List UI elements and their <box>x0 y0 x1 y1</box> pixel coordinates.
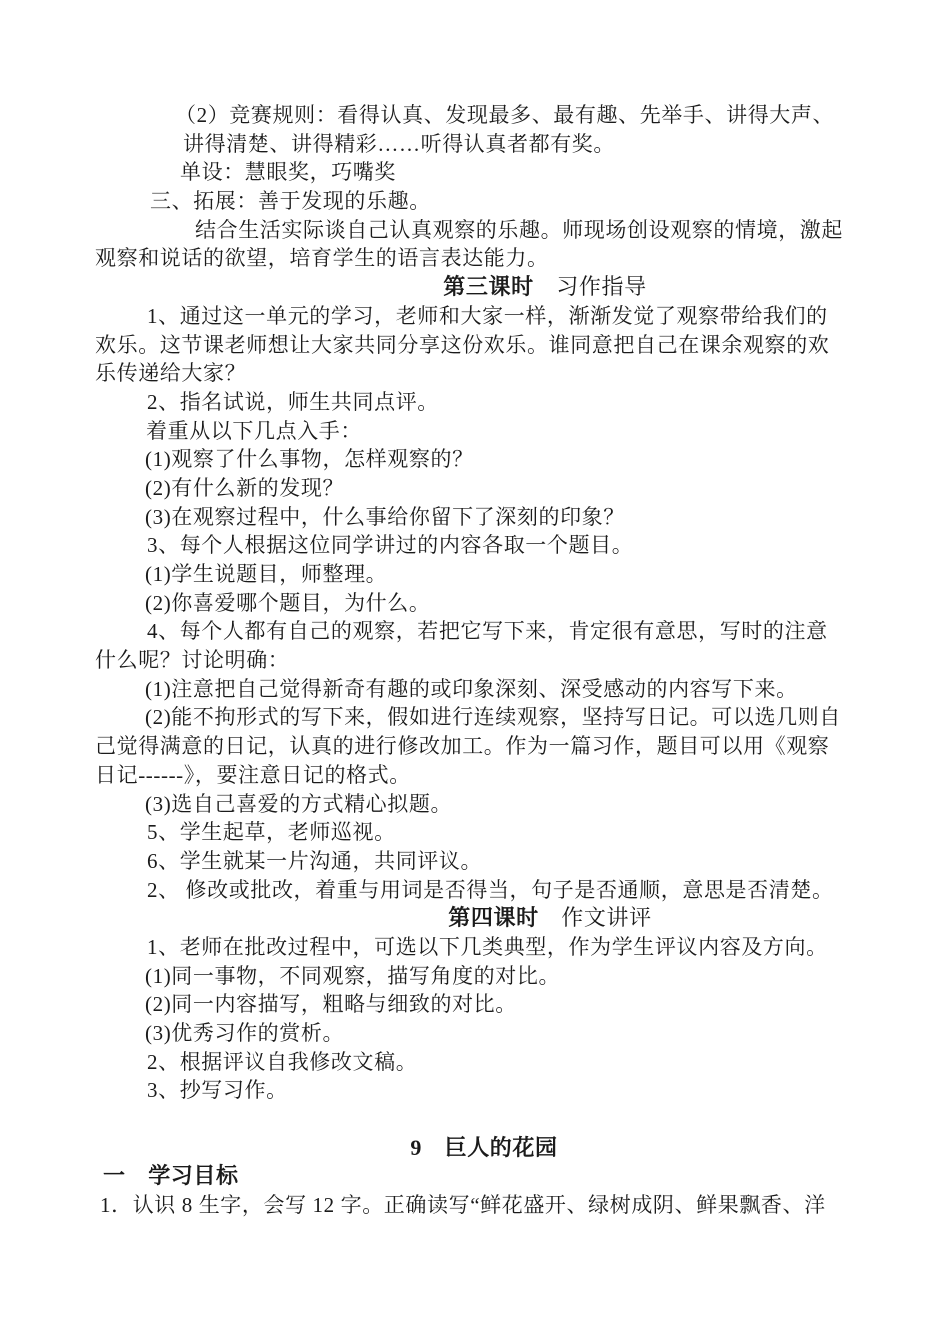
text-line <box>95 1048 855 1077</box>
text-segment: (1)学生说题目，师整理。 <box>145 562 388 586</box>
document-text-body <box>95 101 855 1220</box>
text-segment: 己觉得满意的日记，认真的进行修改加工。作为一篇习作，题目可以用《观察 <box>95 734 830 759</box>
text-line <box>95 474 855 503</box>
text-segment: 1、通过这一单元的学习，老师和大家一样，渐渐发觉了观察带给我们的 <box>147 303 828 328</box>
text-line <box>95 589 855 618</box>
text-line <box>95 130 855 159</box>
text-segment: (2)能不拘形式的写下来，假如进行连续观察，坚持写日记。可以选几则自 <box>145 705 841 730</box>
text-segment: 着重从以下几点入手： <box>146 418 362 443</box>
text-line <box>95 417 855 446</box>
text-segment: 1．认识 8 生字，会写 12 字。正确读写“鲜花盛开、绿树成阴、鲜果飘香、洋 <box>100 1193 826 1218</box>
text-segment: (2)同一内容描写，粗略与细致的对比。 <box>145 992 517 1017</box>
text-segment: (1)注意把自己觉得新奇有趣的或印象深刻、深受感动的内容写下来。 <box>145 676 798 701</box>
bold-text-segment: 9 巨人的花园 <box>410 1134 558 1160</box>
text-line <box>95 331 855 360</box>
text-line <box>95 1076 855 1105</box>
text-line <box>95 187 855 216</box>
text-segment: (3)选自己喜爱的方式精心拟题。 <box>145 791 453 816</box>
text-line <box>95 216 855 245</box>
text-line <box>95 302 855 331</box>
text-segment: 1、老师在批改过程中，可选以下几类典型，作为学生评议内容及方向。 <box>147 934 828 959</box>
text-segment: 5、学生起草，老师巡视。 <box>147 820 396 845</box>
text-line <box>95 560 855 589</box>
text-line <box>95 732 855 761</box>
text-line <box>95 646 855 675</box>
text-segment: 欢乐。这节课老师想让大家共同分享这份欢乐。谁同意把自己在课余观察的欢 <box>95 332 830 357</box>
text-segment: 单设：慧眼奖，巧嘴奖 <box>180 160 396 185</box>
text-segment: (1)观察了什么事物，怎样观察的？ <box>145 447 474 472</box>
text-segment: 乐传递给大家？ <box>95 361 247 386</box>
text-line <box>95 818 855 847</box>
text-segment: 2、根据评议自我修改文稿。 <box>147 1049 418 1074</box>
text-line <box>95 962 855 991</box>
text-segment: (1)同一事物，不同观察，描写角度的对比。 <box>145 963 561 988</box>
text-line <box>95 703 855 732</box>
text-line <box>95 1162 855 1191</box>
text-segment: 日记------》，要注意日记的格式。 <box>95 762 411 787</box>
text-line <box>95 933 855 962</box>
text-line <box>95 158 855 187</box>
text-line <box>95 617 855 646</box>
text-line <box>95 847 855 876</box>
text-segment: 讲得清楚、讲得精彩……听得认真者都有奖。 <box>183 131 615 156</box>
text-segment: 什么呢？讨论明确： <box>95 648 290 673</box>
text-line <box>95 1019 855 1048</box>
text-line <box>95 1191 855 1220</box>
text-segment: (3)优秀习作的赏析。 <box>145 1021 345 1045</box>
text-segment: 3、抄写习作。 <box>147 1078 288 1103</box>
text-line <box>95 244 855 273</box>
text-segment: 三、拓展：善于发现的乐趣。 <box>150 189 431 214</box>
bold-text-segment: 第四课时 <box>448 905 539 931</box>
text-line <box>95 101 855 130</box>
text-line <box>95 445 855 474</box>
text-segment: 2、 修改或批改，着重与用词是否得当，句子是否通顺，意思是否清楚。 <box>147 877 834 902</box>
text-segment: 作文讲评 <box>538 905 652 931</box>
text-segment: 习作指导 <box>533 274 647 300</box>
text-line <box>95 876 855 905</box>
text-segment: (3)在观察过程中，什么事给你留下了深刻的印象？ <box>145 504 625 529</box>
bold-text-segment: 第三课时 <box>443 274 534 300</box>
text-segment: (2)有什么新的发现？ <box>145 475 345 500</box>
text-segment: （2）竞赛规则：看得认真、发现最多、最有趣、先举手、讲得大声、 <box>175 103 835 127</box>
text-line <box>95 1134 855 1163</box>
text-line <box>95 531 855 560</box>
bold-text-segment: 一 学习目标 <box>103 1163 239 1189</box>
text-segment: 观察和说话的欲望，培育学生的语言表达能力。 <box>95 246 549 271</box>
text-segment: 3、每个人根据这位同学讲过的内容各取一个题目。 <box>147 533 634 558</box>
text-line <box>95 990 855 1019</box>
text-line <box>95 388 855 417</box>
text-line <box>95 273 855 302</box>
text-segment: 2、指名试说，师生共同点评。 <box>147 389 439 414</box>
text-line <box>95 761 855 790</box>
text-segment: 6、学生就某一片沟通，共同评议。 <box>147 848 483 873</box>
text-segment: 结合生活实际谈自己认真观察的乐趣。师现场创设观察的情境，激起 <box>195 217 843 242</box>
text-line <box>95 790 855 819</box>
text-line <box>95 904 855 933</box>
text-line <box>95 675 855 704</box>
text-segment: 4、每个人都有自己的观察，若把它写下来，肯定很有意思，写时的注意 <box>147 619 828 644</box>
blank-line <box>95 1105 855 1134</box>
text-segment: (2)你喜爱哪个题目，为什么。 <box>145 590 431 615</box>
text-line <box>95 359 855 388</box>
text-line <box>95 503 855 532</box>
